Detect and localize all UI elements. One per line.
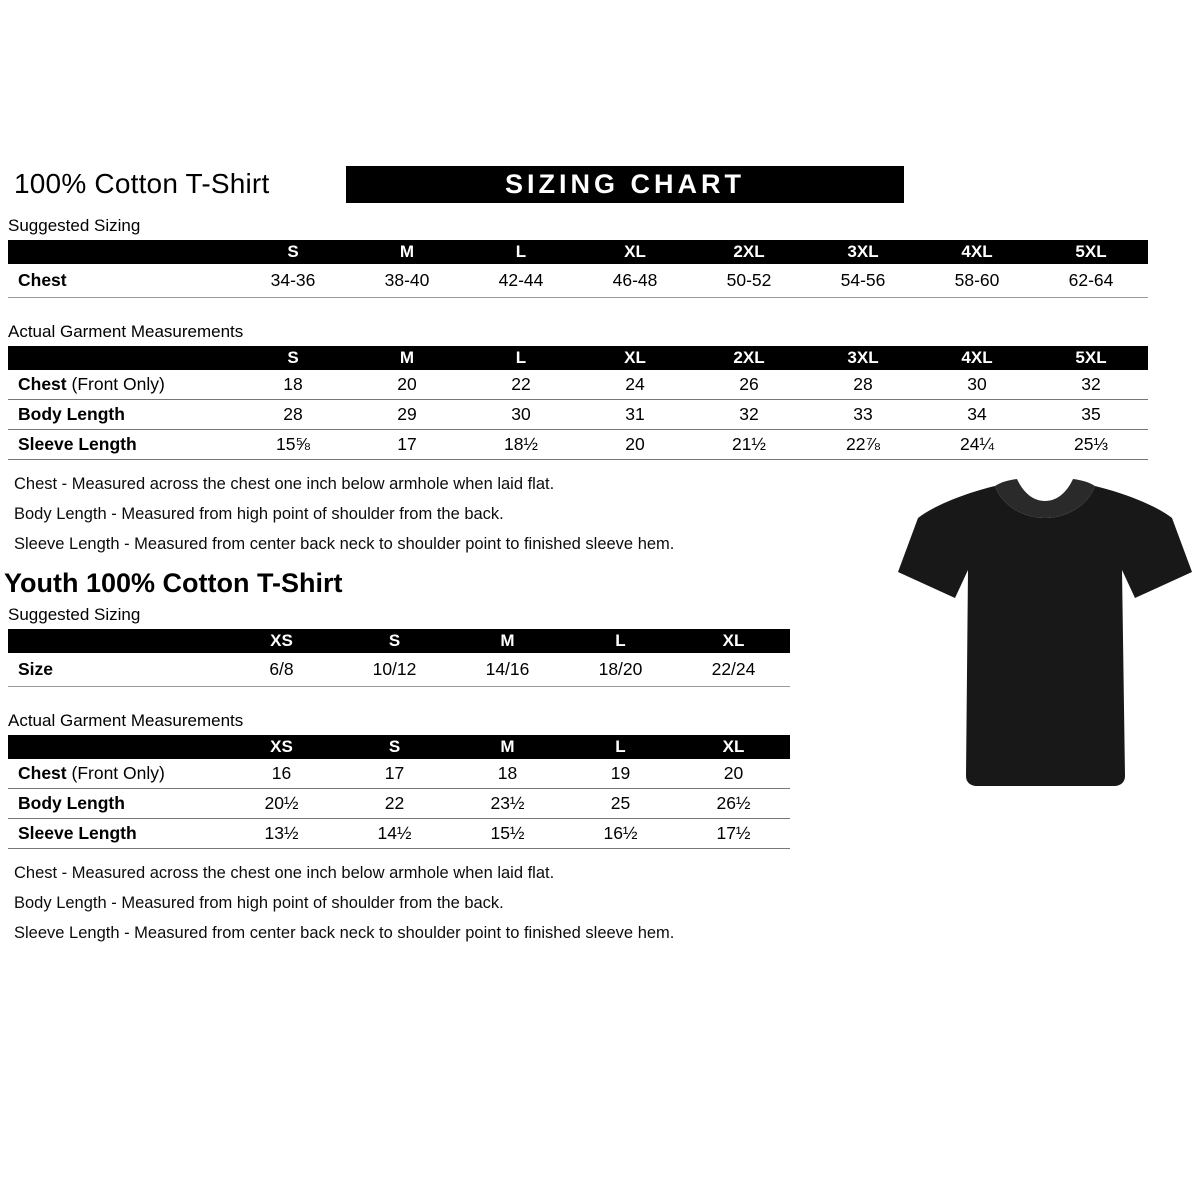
note-chest: Chest - Measured across the chest one inch below armhole when laid flat. (14, 475, 555, 493)
note-body-length: Body Length - Measured from high point of shoulder from the back. (14, 894, 504, 912)
header-cell: 4XL (920, 346, 1034, 370)
youth-suggested-sizing-label: Suggested Sizing (8, 605, 141, 624)
header-cell: S (338, 629, 451, 653)
value-cell: 28 (236, 400, 350, 430)
header-cell: XL (677, 735, 790, 759)
header-cell (8, 735, 225, 759)
value-cell: 18 (236, 370, 350, 400)
header-cell: 2XL (692, 240, 806, 264)
youth-actual-measurements-label: Actual Garment Measurements (8, 711, 244, 730)
row-label-cell: Chest (Front Only) (8, 370, 236, 400)
value-cell: 32 (692, 400, 806, 430)
value-cell: 23½ (451, 789, 564, 819)
note-sleeve-length: Sleeve Length - Measured from center back neck to shoulder point to finished sleeve hem. (14, 535, 675, 553)
adult-suggested-sizing-label: Suggested Sizing (8, 216, 141, 235)
value-cell: 16½ (564, 819, 677, 849)
row-label-cell: Body Length (8, 400, 236, 430)
value-cell: 20 (677, 759, 790, 789)
header-cell: 5XL (1034, 240, 1148, 264)
value-cell: 31 (578, 400, 692, 430)
sizing-chart-banner: SIZING CHART (346, 166, 904, 203)
value-cell: 20 (578, 430, 692, 460)
value-cell: 42-44 (464, 264, 578, 298)
value-cell: 26½ (677, 789, 790, 819)
value-cell: 50-52 (692, 264, 806, 298)
value-cell: 30 (920, 370, 1034, 400)
header-cell: 3XL (806, 346, 920, 370)
table-row (8, 759, 790, 789)
row-label-cell: Size (8, 653, 225, 687)
header-cell: XL (677, 629, 790, 653)
value-cell: 18½ (464, 430, 578, 460)
value-cell: 10/12 (338, 653, 451, 687)
tshirt-image (892, 470, 1192, 820)
row-label-cell: Sleeve Length (8, 430, 236, 460)
table-row (8, 370, 1148, 400)
value-cell: 14/16 (451, 653, 564, 687)
table-row (8, 819, 790, 849)
note-sleeve-length: Sleeve Length - Measured from center back neck to shoulder point to finished sleeve hem. (14, 924, 675, 942)
table-header-row (8, 735, 790, 759)
youth-measurement-notes (8, 864, 1156, 943)
value-cell: 20 (350, 370, 464, 400)
header-cell: 3XL (806, 240, 920, 264)
header-cell: S (236, 346, 350, 370)
value-cell: 15½ (451, 819, 564, 849)
value-cell: 22 (464, 370, 578, 400)
value-cell: 34 (920, 400, 1034, 430)
value-cell: 26 (692, 370, 806, 400)
row-label-cell: Chest (Front Only) (8, 759, 225, 789)
header-cell: XS (225, 735, 338, 759)
value-cell: 29 (350, 400, 464, 430)
value-cell: 17 (338, 759, 451, 789)
value-cell: 25 (564, 789, 677, 819)
note-chest: Chest - Measured across the chest one inch below armhole when laid flat. (14, 864, 555, 882)
table-row (8, 264, 1148, 298)
value-cell: 62-64 (1034, 264, 1148, 298)
value-cell: 35 (1034, 400, 1148, 430)
value-cell: 15⅝ (236, 430, 350, 460)
header-cell: S (338, 735, 451, 759)
page-title: 100% Cotton T-Shirt (14, 168, 270, 199)
header-cell: M (451, 735, 564, 759)
header-cell: M (350, 240, 464, 264)
row-label-cell: Sleeve Length (8, 819, 225, 849)
row-label-cell: Body Length (8, 789, 225, 819)
value-cell: 54-56 (806, 264, 920, 298)
table-row (8, 653, 790, 687)
tshirt-silhouette (892, 470, 1192, 820)
header-cell: 2XL (692, 346, 806, 370)
value-cell: 32 (1034, 370, 1148, 400)
value-cell: 58-60 (920, 264, 1034, 298)
value-cell: 19 (564, 759, 677, 789)
adult-actual-measurements-table (8, 346, 1148, 460)
value-cell: 24¼ (920, 430, 1034, 460)
value-cell: 17 (350, 430, 464, 460)
header-cell: S (236, 240, 350, 264)
header-cell: L (464, 240, 578, 264)
value-cell: 22/24 (677, 653, 790, 687)
value-cell: 13½ (225, 819, 338, 849)
table-header-row (8, 346, 1148, 370)
note-body-length: Body Length - Measured from high point of shoulder from the back. (14, 505, 504, 523)
value-cell: 17½ (677, 819, 790, 849)
row-label-cell: Chest (8, 264, 236, 298)
table-header-row (8, 240, 1148, 264)
value-cell: 18/20 (564, 653, 677, 687)
header-cell: L (564, 735, 677, 759)
value-cell: 33 (806, 400, 920, 430)
youth-actual-measurements-table (8, 735, 790, 849)
value-cell: 16 (225, 759, 338, 789)
tshirt-body (898, 486, 1192, 786)
value-cell: 24 (578, 370, 692, 400)
header-cell (8, 629, 225, 653)
header-cell: L (464, 346, 578, 370)
value-cell: 34-36 (236, 264, 350, 298)
value-cell: 38-40 (350, 264, 464, 298)
value-cell: 25⅓ (1034, 430, 1148, 460)
value-cell: 20½ (225, 789, 338, 819)
value-cell: 14½ (338, 819, 451, 849)
adult-suggested-sizing-table (8, 240, 1148, 298)
header-cell (8, 240, 236, 264)
value-cell: 30 (464, 400, 578, 430)
value-cell: 28 (806, 370, 920, 400)
value-cell: 22 (338, 789, 451, 819)
header-cell (8, 346, 236, 370)
adult-actual-measurements-label: Actual Garment Measurements (8, 322, 244, 341)
value-cell: 46-48 (578, 264, 692, 298)
header-cell: M (350, 346, 464, 370)
header-cell: L (564, 629, 677, 653)
value-cell: 18 (451, 759, 564, 789)
table-row (8, 430, 1148, 460)
table-row (8, 789, 790, 819)
header-cell: XS (225, 629, 338, 653)
header-cell: XL (578, 346, 692, 370)
value-cell: 22⅞ (806, 430, 920, 460)
value-cell: 21½ (692, 430, 806, 460)
value-cell: 6/8 (225, 653, 338, 687)
table-row (8, 400, 1148, 430)
header-cell: 4XL (920, 240, 1034, 264)
header-cell: M (451, 629, 564, 653)
table-header-row (8, 629, 790, 653)
header-cell: XL (578, 240, 692, 264)
header-cell: 5XL (1034, 346, 1148, 370)
youth-suggested-sizing-table (8, 629, 790, 687)
page-header (8, 166, 1156, 210)
youth-section-title: Youth 100% Cotton T-Shirt (4, 568, 343, 598)
